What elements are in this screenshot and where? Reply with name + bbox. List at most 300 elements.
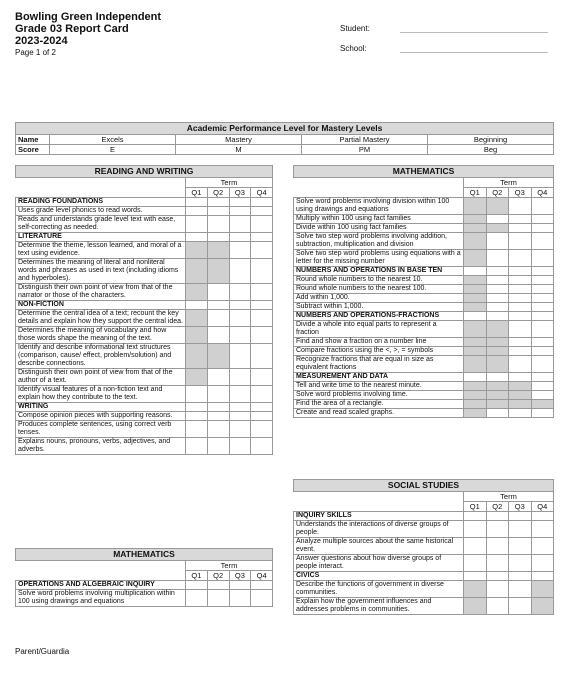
term-row <box>294 178 554 188</box>
grade-cell <box>509 512 532 521</box>
grade-cell <box>251 327 273 344</box>
grade-cell <box>207 581 229 590</box>
standard-row <box>294 409 554 418</box>
social-title: SOCIAL STUDIES <box>294 480 554 492</box>
standard-row <box>294 233 554 250</box>
quarter-header: Q3 <box>509 188 532 198</box>
standard-text: Compare fractions using the <, >, = symbols <box>294 347 464 356</box>
grade-cell <box>251 369 273 386</box>
grade-cell-not-assessed <box>186 344 208 369</box>
grade-cell <box>531 224 554 233</box>
grade-cell <box>509 409 532 418</box>
grade-cell <box>486 409 509 418</box>
grade-cell <box>207 386 229 403</box>
standard-row <box>16 216 273 233</box>
standard-row <box>16 421 273 438</box>
quarter-spacer <box>294 188 464 198</box>
grade-cell <box>509 198 532 215</box>
standard-text: Determines the meaning of vocabulary and how those words shape the meaning of the text. <box>16 327 186 344</box>
grade-cell-not-assessed <box>464 409 487 418</box>
term-spacer <box>294 492 464 502</box>
grade-cell <box>531 356 554 373</box>
parent-signature <box>15 647 69 656</box>
standard-group-row <box>16 403 273 412</box>
quarter-header: Q2 <box>207 188 229 198</box>
standard-text: Divide within 100 using fact families <box>294 224 464 233</box>
grade-cell-not-assessed <box>486 400 509 409</box>
grade-cell <box>531 538 554 555</box>
grade-cell <box>509 276 532 285</box>
grade-cell <box>207 412 229 421</box>
grade-cell <box>229 301 251 310</box>
grade-cell <box>186 198 208 207</box>
standard-group-heading: LITERATURE <box>16 233 186 242</box>
grade-cell <box>207 216 229 233</box>
level-name-label: Name <box>16 135 50 145</box>
grade-cell-not-assessed <box>464 382 487 391</box>
quarter-header: Q4 <box>531 502 554 512</box>
standard-group-row <box>16 198 273 207</box>
grade-cell <box>509 224 532 233</box>
grade-cell <box>251 403 273 412</box>
standard-text: Find and show a fraction on a number line <box>294 338 464 347</box>
standard-row <box>294 224 554 233</box>
standard-text: Describe the functions of government in diverse communities. <box>294 581 464 598</box>
grade-cell-not-assessed <box>486 224 509 233</box>
standard-group-row <box>294 373 554 382</box>
grade-cell <box>486 373 509 382</box>
grade-cell-not-assessed <box>186 284 208 301</box>
grade-cell-not-assessed <box>464 250 487 267</box>
grade-cell-not-assessed <box>486 338 509 347</box>
level-score: Beg <box>428 145 554 155</box>
term-row <box>16 178 273 188</box>
grade-cell-not-assessed <box>486 391 509 400</box>
standard-group-row <box>16 581 273 590</box>
quarter-header: Q2 <box>486 502 509 512</box>
grade-cell <box>531 347 554 356</box>
standard-row <box>294 400 554 409</box>
grade-cell-not-assessed <box>186 327 208 344</box>
math-right-title: MATHEMATICS <box>294 166 554 178</box>
grade-cell <box>486 285 509 294</box>
quarter-header: Q4 <box>531 188 554 198</box>
grade-cell <box>186 207 208 216</box>
standard-row <box>16 207 273 216</box>
grade-cell <box>207 207 229 216</box>
quarter-header: Q1 <box>186 188 208 198</box>
grade-cell-not-assessed <box>464 294 487 303</box>
grade-cell <box>531 303 554 312</box>
grade-cell <box>531 382 554 391</box>
standard-group-heading: NUMBERS AND OPERATIONS IN BASE TEN <box>294 267 464 276</box>
grade-cell <box>486 598 509 615</box>
grade-cell <box>486 233 509 250</box>
grade-cell <box>186 438 208 455</box>
grade-cell <box>251 301 273 310</box>
grade-cell <box>251 386 273 403</box>
grade-cell <box>229 386 251 403</box>
grade-cell <box>509 215 532 224</box>
quarter-header: Q1 <box>464 502 487 512</box>
term-row <box>294 492 554 502</box>
level-score: PM <box>302 145 428 155</box>
standard-group-row <box>294 512 554 521</box>
page-number: Page 1 of 2 <box>15 48 56 57</box>
grade-cell <box>486 294 509 303</box>
standard-text: Answer questions about how diverse groups of people interact. <box>294 555 464 572</box>
standard-text: Explains nouns, pronouns, verbs, adjectives, and adverbs. <box>16 438 186 455</box>
grade-cell <box>509 581 532 598</box>
grade-cell-not-assessed <box>464 391 487 400</box>
grade-cell-not-assessed <box>486 356 509 373</box>
standard-text: Determine the central idea of a text; recount the key details and explain how they support the central idea. <box>16 310 186 327</box>
grade-cell <box>531 391 554 400</box>
grade-cell <box>229 412 251 421</box>
standard-row <box>294 521 554 538</box>
social-studies-table <box>293 479 554 615</box>
standard-text: Add within 1,000. <box>294 294 464 303</box>
school-name: Bowling Green Independent <box>15 11 162 23</box>
grade-cell <box>186 421 208 438</box>
grade-cell <box>509 538 532 555</box>
standard-group-heading: INQUIRY SKILLS <box>294 512 464 521</box>
standard-row <box>294 382 554 391</box>
grade-cell <box>486 555 509 572</box>
standard-row <box>16 344 273 369</box>
quarter-row <box>294 502 554 512</box>
grade-cell <box>531 294 554 303</box>
standard-text: Solve two step word problems involving addition, subtraction, multiplication and division <box>294 233 464 250</box>
standard-text: Multiply within 100 using fact families <box>294 215 464 224</box>
standard-group-heading: WRITING <box>16 403 186 412</box>
level-score: M <box>176 145 302 155</box>
reading-title: READING AND WRITING <box>16 166 273 178</box>
grade-cell <box>251 438 273 455</box>
grade-cell <box>186 403 208 412</box>
standard-group-heading: READING FOUNDATIONS <box>16 198 186 207</box>
standard-row <box>16 412 273 421</box>
standard-row <box>16 438 273 455</box>
standard-group-heading: NON-FICTION <box>16 301 186 310</box>
grade-cell <box>531 233 554 250</box>
standard-row <box>294 285 554 294</box>
standard-text: Recognize fractions that are equal in size as equivalent fractions <box>294 356 464 373</box>
grade-cell-not-assessed <box>464 581 487 598</box>
report-title: Grade 03 Report Card <box>15 23 129 35</box>
school-label: School: <box>340 44 367 53</box>
grade-cell <box>486 276 509 285</box>
standard-group-heading: OPERATIONS AND ALGEBRAIC INQUIRY <box>16 581 186 590</box>
grade-cell <box>251 198 273 207</box>
standard-text: Understands the interactions of diverse groups of people. <box>294 521 464 538</box>
standard-row <box>16 284 273 301</box>
standard-text: Produces complete sentences, using correct verb tenses. <box>16 421 186 438</box>
grade-cell <box>229 216 251 233</box>
grade-cell <box>509 373 532 382</box>
grade-cell <box>464 373 487 382</box>
grade-cell <box>207 198 229 207</box>
grade-cell <box>509 267 532 276</box>
grade-cell <box>486 521 509 538</box>
student-value-line <box>400 18 548 33</box>
grade-cell <box>229 242 251 259</box>
grade-cell <box>509 233 532 250</box>
term-label: Term <box>186 178 273 188</box>
grade-cell <box>464 267 487 276</box>
grade-cell <box>207 590 229 607</box>
standard-row <box>294 538 554 555</box>
grade-cell <box>207 421 229 438</box>
grade-cell <box>251 233 273 242</box>
grade-cell <box>486 215 509 224</box>
grade-cell <box>531 198 554 215</box>
grade-cell <box>509 521 532 538</box>
grade-cell-not-assessed <box>531 400 554 409</box>
section-title-row <box>294 166 554 178</box>
standard-group-heading: MEASUREMENT AND DATA <box>294 373 464 382</box>
section-title-row <box>294 480 554 492</box>
quarter-row <box>294 188 554 198</box>
quarter-header: Q4 <box>251 571 273 581</box>
term-label: Term <box>186 561 273 571</box>
grade-cell <box>531 555 554 572</box>
standard-text: Identify and describe informational text structures (comparison, cause/ effect, problem/solution) and describe connections. <box>16 344 186 369</box>
quarter-row <box>16 188 273 198</box>
level-score: E <box>50 145 176 155</box>
grade-cell-not-assessed <box>207 242 229 259</box>
standard-row <box>294 598 554 615</box>
quarter-header: Q3 <box>229 571 251 581</box>
grade-cell <box>531 338 554 347</box>
grade-cell <box>251 242 273 259</box>
grade-cell <box>531 572 554 581</box>
grade-cell <box>229 421 251 438</box>
grade-cell <box>229 369 251 386</box>
standard-text: Identify visual features of a non-fiction text and explain how they contribute to the text. <box>16 386 186 403</box>
grade-cell <box>509 321 532 338</box>
quarter-header: Q4 <box>251 188 273 198</box>
standard-group-row <box>294 572 554 581</box>
standard-row <box>16 310 273 327</box>
term-row <box>16 561 273 571</box>
grade-cell <box>486 572 509 581</box>
level-name: Mastery <box>176 135 302 145</box>
standard-text: Subtract within 1,000. <box>294 303 464 312</box>
grade-cell-not-assessed <box>464 285 487 294</box>
standard-row <box>294 347 554 356</box>
term-spacer <box>294 178 464 188</box>
grade-cell <box>531 250 554 267</box>
standard-row <box>16 386 273 403</box>
grade-cell <box>509 572 532 581</box>
grade-cell <box>207 403 229 412</box>
performance-level-caption: Academic Performance Level for Mastery Levels <box>16 123 554 135</box>
quarter-header: Q2 <box>486 188 509 198</box>
standard-row <box>294 276 554 285</box>
section-title-row <box>16 166 273 178</box>
standard-row <box>294 391 554 400</box>
standard-text: Determines the meaning of literal and nonliteral words and phrases as used in text (including idioms and hyperboles). <box>16 259 186 284</box>
student-field <box>340 13 548 33</box>
math-left-title: MATHEMATICS <box>16 549 273 561</box>
grade-cell <box>509 338 532 347</box>
grade-cell-not-assessed <box>464 276 487 285</box>
grade-cell <box>531 215 554 224</box>
grade-cell <box>531 312 554 321</box>
grade-cell <box>486 581 509 598</box>
grade-cell <box>509 303 532 312</box>
grade-cell <box>531 321 554 338</box>
grade-cell <box>509 356 532 373</box>
grade-cell <box>207 310 229 327</box>
grade-cell <box>207 438 229 455</box>
standard-row <box>16 369 273 386</box>
standard-text: Find the area of a rectangle. <box>294 400 464 409</box>
grade-cell-not-assessed <box>186 369 208 386</box>
standard-group-heading: CIVICS <box>294 572 464 581</box>
quarter-header: Q1 <box>186 571 208 581</box>
grade-cell <box>251 259 273 284</box>
grade-cell <box>229 198 251 207</box>
section-title-row <box>16 549 273 561</box>
standard-text: Tell and write time to the nearest minute. <box>294 382 464 391</box>
grade-cell <box>186 590 208 607</box>
grade-cell-not-assessed <box>464 215 487 224</box>
student-info <box>340 13 548 53</box>
grade-cell <box>229 233 251 242</box>
grade-cell-not-assessed <box>464 233 487 250</box>
grade-cell <box>531 521 554 538</box>
grade-cell <box>229 207 251 216</box>
quarter-row <box>16 571 273 581</box>
grade-cell <box>486 303 509 312</box>
level-name: Partial Mastery <box>302 135 428 145</box>
grade-cell <box>509 555 532 572</box>
grade-cell <box>486 538 509 555</box>
grade-cell <box>207 369 229 386</box>
grade-cell <box>207 327 229 344</box>
grade-cell <box>509 285 532 294</box>
grade-cell <box>509 250 532 267</box>
standard-row <box>294 356 554 373</box>
grade-cell <box>229 310 251 327</box>
standard-text: Explain how the government influences and addresses problems in communities. <box>294 598 464 615</box>
grade-cell <box>531 267 554 276</box>
quarter-header: Q3 <box>229 188 251 198</box>
standard-text: Uses grade level phonics to read words. <box>16 207 186 216</box>
grade-cell <box>486 312 509 321</box>
standard-row <box>294 303 554 312</box>
grade-cell-not-assessed <box>509 400 532 409</box>
standard-row <box>294 338 554 347</box>
standard-group-row <box>16 233 273 242</box>
grade-cell <box>186 581 208 590</box>
standard-row <box>294 581 554 598</box>
standard-text: Solve word problems involving time. <box>294 391 464 400</box>
grade-cell-not-assessed <box>186 310 208 327</box>
standard-row <box>294 198 554 215</box>
term-label: Term <box>464 492 554 502</box>
standard-group-row <box>294 267 554 276</box>
grade-cell-not-assessed <box>464 598 487 615</box>
grade-cell <box>531 285 554 294</box>
standard-group-row <box>16 301 273 310</box>
standard-row <box>16 327 273 344</box>
grade-cell-not-assessed <box>464 347 487 356</box>
grade-cell <box>229 284 251 301</box>
standard-text: Round whole numbers to the nearest 10. <box>294 276 464 285</box>
grade-cell <box>509 312 532 321</box>
grade-cell <box>251 216 273 233</box>
grade-cell <box>186 233 208 242</box>
grade-cell-not-assessed <box>207 344 229 369</box>
grade-cell-not-assessed <box>486 198 509 215</box>
grade-cell-not-assessed <box>509 391 532 400</box>
grade-cell <box>464 312 487 321</box>
student-label: Student: <box>340 24 370 33</box>
level-score-label: Score <box>16 145 50 155</box>
grade-cell <box>207 284 229 301</box>
standard-text: Round whole numbers to the nearest 100. <box>294 285 464 294</box>
standard-row <box>16 259 273 284</box>
standard-text: Compose opinion pieces with supporting reasons. <box>16 412 186 421</box>
grade-cell <box>251 421 273 438</box>
quarter-header: Q1 <box>464 188 487 198</box>
school-year: 2023-2024 <box>15 35 68 47</box>
quarter-spacer <box>16 188 186 198</box>
grade-cell-not-assessed <box>464 400 487 409</box>
grade-cell <box>251 412 273 421</box>
grade-cell-not-assessed <box>464 303 487 312</box>
standard-row <box>294 555 554 572</box>
grade-cell <box>207 233 229 242</box>
standard-text: Distinguish their own point of view from that of the author of a text. <box>16 369 186 386</box>
standard-row <box>16 590 273 607</box>
grade-cell-not-assessed <box>464 224 487 233</box>
mathematics-table-right <box>293 165 554 418</box>
grade-cell-not-assessed <box>531 598 554 615</box>
grade-cell <box>251 590 273 607</box>
grade-cell <box>531 373 554 382</box>
report-header <box>15 11 161 58</box>
standard-text: Solve two step word problems using equations with a letter for the missing number <box>294 250 464 267</box>
grade-cell <box>207 301 229 310</box>
grade-cell <box>486 250 509 267</box>
grade-cell <box>229 327 251 344</box>
standard-row <box>16 242 273 259</box>
parent-guardian-label: Parent/Guardia <box>15 647 70 656</box>
reading-writing-table <box>15 165 273 455</box>
grade-cell-not-assessed <box>486 347 509 356</box>
standard-row <box>294 321 554 338</box>
grade-cell-not-assessed <box>509 382 532 391</box>
grade-cell <box>509 598 532 615</box>
grade-cell <box>186 216 208 233</box>
grade-cell <box>186 386 208 403</box>
level-name: Excels <box>50 135 176 145</box>
term-label: Term <box>464 178 554 188</box>
grade-cell-not-assessed <box>464 198 487 215</box>
term-spacer <box>16 561 186 571</box>
grade-cell-not-assessed <box>486 382 509 391</box>
grade-cell <box>251 207 273 216</box>
quarter-header: Q3 <box>509 502 532 512</box>
grade-cell-not-assessed <box>186 242 208 259</box>
standard-group-heading: NUMBERS AND OPERATIONS-FRACTIONS <box>294 312 464 321</box>
quarter-spacer <box>16 571 186 581</box>
grade-cell <box>464 512 487 521</box>
